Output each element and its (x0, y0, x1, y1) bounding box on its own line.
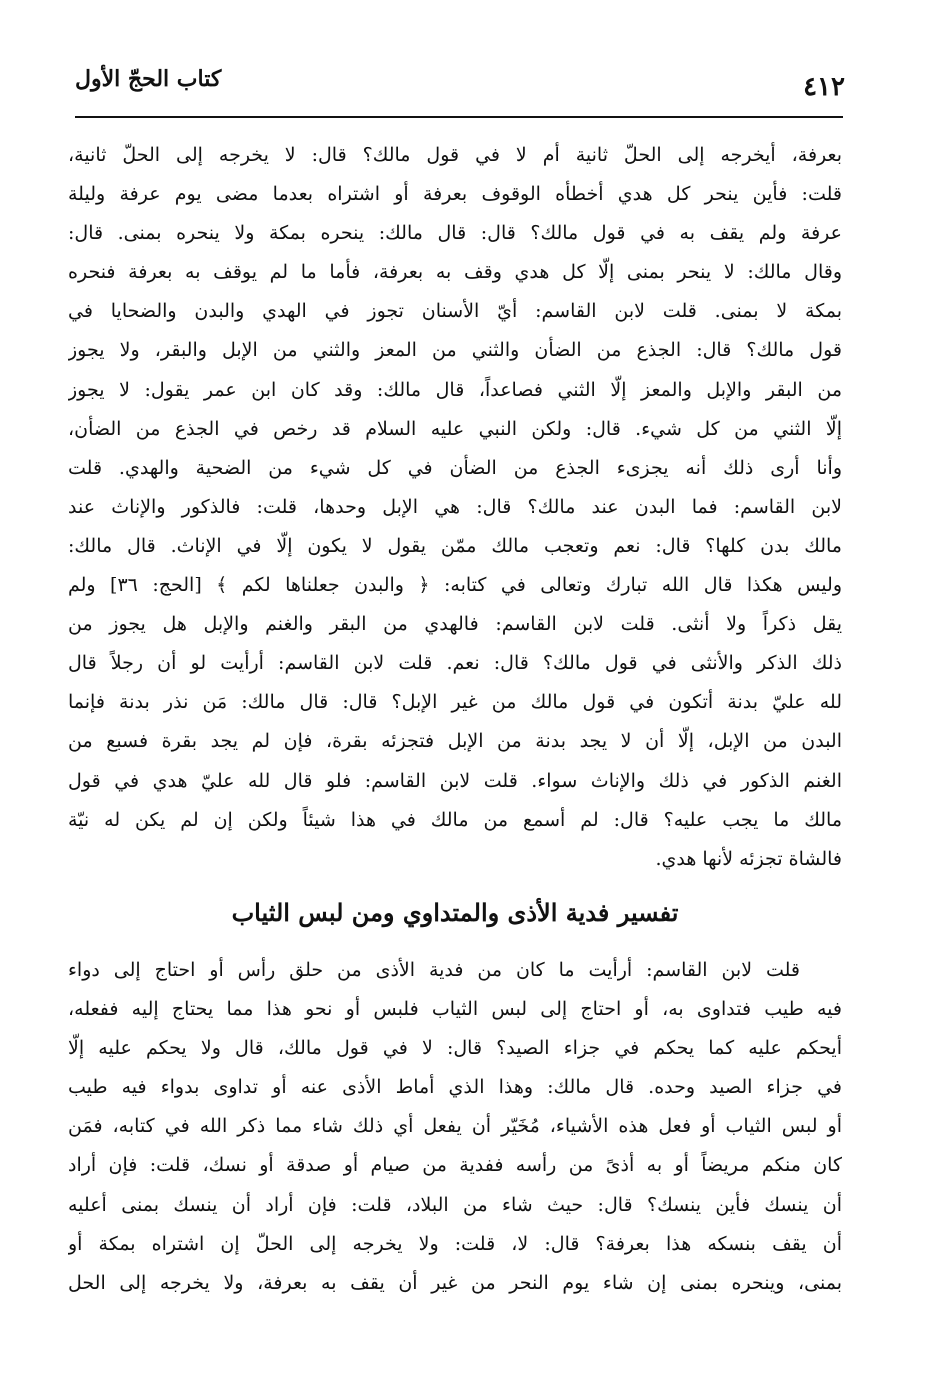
text-line: يقل ذكراً ولا أنثى. قلت لابن القاسم: فالهدي من البقر والغنم والإبل هل يجوز من (68, 613, 842, 636)
text-line: أو لبس الثياب أو فعل هذه الأشياء، مُخَيّر أن يفعل أي ذلك شاء مما ذكر الله في كتابه، فمَن (68, 1115, 842, 1138)
text-line: مالك بدن كلها؟ قال: نعم وتعجب مالك ممّن يقول لا يكون إلّا في الإناث. قال مالك: (68, 534, 842, 557)
text-line: لابن القاسم: فما البدن عند مالك؟ قال: هي الإبل وحدها، قلت: فالذكور والإناث عند (68, 495, 842, 518)
section-body-2 (68, 951, 842, 1303)
text-line: قلت لابن القاسم: أرأيت ما كان من فدية الأذى من حلق رأس أو احتاج إلى دواء (68, 959, 800, 981)
book-title: كتاب الحجّ الأول (75, 66, 222, 92)
text-line: وأنا أرى ذلك أنه يجزىء الجذع من الضأن في كل شيء من الضحية والهدي. قلت (68, 456, 842, 479)
text-line: وقال مالك: لا ينحر بمنى إلّا كل هدي وقف به بعرفة، فأما ما لم يوقف به بعرفة فنحره (68, 261, 842, 284)
text-line: بعرفة، أيخرجه إلى الحلّ ثانية أم لا في قول مالك؟ قال: لا يخرجه إلى الحلّ ثانية، (68, 144, 842, 166)
text-line: بمنى، وينحره بمنى إن شاء يوم النحر من غير أن يقف به بعرفة، ولا يخرجه إلى الحل (68, 1271, 842, 1294)
text-line: بمكة لا بمنى. قلت لابن القاسم: أيّ الأسنان تجوز في الهدي والبدن والضحايا في (68, 300, 842, 323)
text-line: أن ينسك فأين ينسك؟ قال: حيث شاء من البلاد، قلت: فإن أراد أن ينسك بمنى أعليه (68, 1193, 842, 1216)
running-header (75, 62, 845, 102)
text-line: كان منكم مريضاً أو به أذىً من رأسه ففدية من صيام أو صدقة أو نسك، قلت: فإن أراد (68, 1154, 842, 1177)
text-line: الغنم الذكور في ذلك والإناث سواء. قلت لابن القاسم: فلو قال لله عليّ هدي في قول (68, 769, 842, 792)
text-line: ذلك الذكر والأنثى في قول مالك؟ قال: نعم. قلت لابن القاسم: أرأيت لو أن رجلاً قال (68, 652, 842, 675)
text-line: إلّا الثني من كل شيء. قال: ولكن النبي عليه السلام قد رخص في الجذع من الضأن، (68, 417, 842, 440)
text-line: عرفة ولم يقف به في قول مالك؟ قال: قال مالك: ينحره بمكة ولا ينحره بمنى. قال: (68, 222, 842, 245)
text-line: أيحكم عليه كما يحكم في جزاء الصيد؟ قال: لا في قول مالك، قال ولا يحكم عليه إلّا (68, 1037, 842, 1060)
section-body-1 (68, 136, 842, 879)
text-line: فالشاة تجزئه لأنها هدي. (655, 847, 842, 870)
text-line: من البقر والإبل والمعز إلّا الثني فصاعداً، قال مالك: وقد كان ابن عمر يقول: لا يجوز (68, 378, 842, 401)
text-line: البدن من الإبل، إلّا أن لا يجد بدنة من الإبل فتجزئه بقرة، فإن لم يجد بقرة فسبع من (68, 730, 842, 753)
header-rule (75, 116, 843, 118)
text-line: وليس هكذا قال الله تبارك وتعالى في كتابه: ﴿ والبدن جعلناها لكم ﴾ [الحج: ٣٦] ولم (68, 574, 842, 597)
text-line: فيه طيب فتداوى به، أو احتاج إلى لبس الثياب فلبس أو نحو هذا مما يحتاج إليه ففعله، (68, 998, 842, 1021)
text-line: قلت: فأين ينحر كل هدي أخطأه الوقوف بعرفة أو اشتراه بعدما مضى يوم عرفة وليلة (68, 183, 842, 206)
text-line: أن يقف بنسكه هذا بعرفة؟ قال: لا، قلت: ولا يخرجه إلى الحلّ إن اشتراه بمكة أو (68, 1232, 842, 1255)
text-line: قول مالك؟ قال: الجذع من الضأن والثني من المعز والثني من الإبل والبقر، ولا يجوز (68, 339, 842, 362)
text-line: مالك ما يجب عليه؟ قال: لم أسمع من مالك في هذا شيئاً ولكن إن لم يكن له نيّة (68, 808, 842, 831)
page-number: ٤١٢ (803, 72, 845, 102)
text-line: لله عليّ بدنة أتكون في قول مالك من غير الإبل؟ قال: قال مالك: مَن نذر بدنة فإنما (68, 691, 842, 714)
section-heading: تفسير فدية الأذى والمتداوي ومن لبس الثياب (231, 898, 679, 927)
text-line: في جزاء الصيد وحده. قال مالك: وهذا الذي أماط الأذى عنه أو تداوى بدواء فيه طيب (68, 1076, 842, 1099)
